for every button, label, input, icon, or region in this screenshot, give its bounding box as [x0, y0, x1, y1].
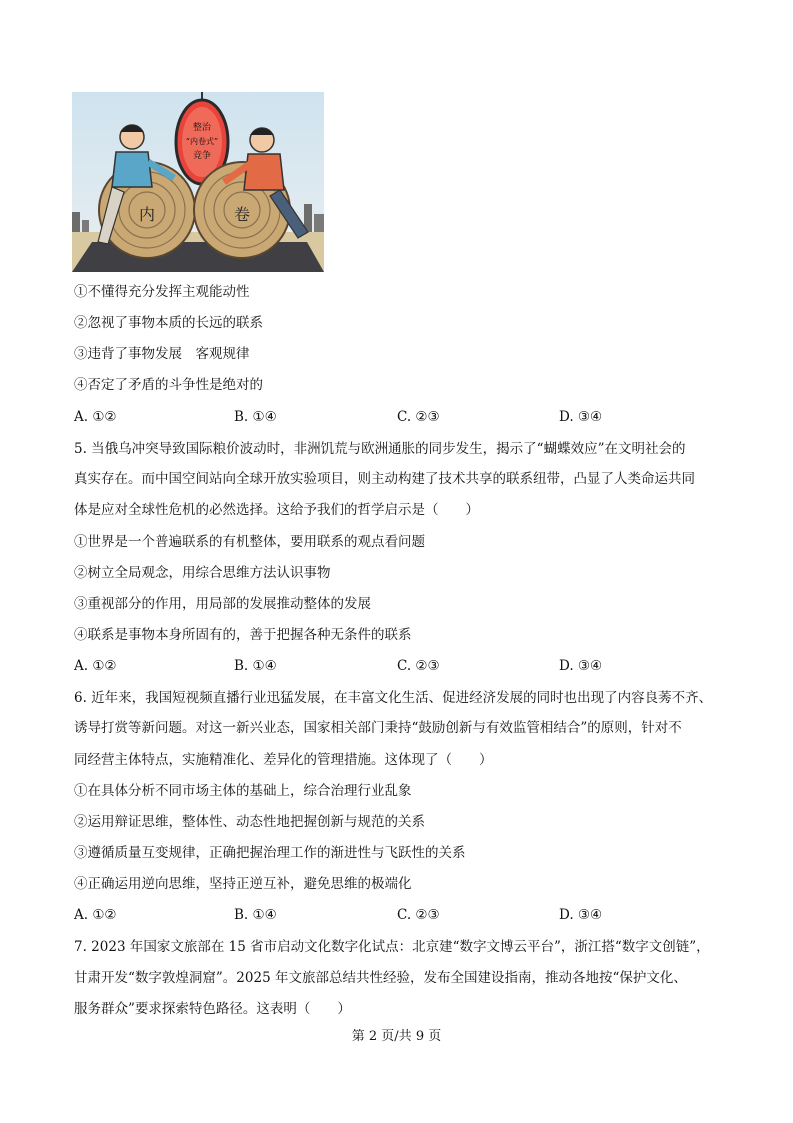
q6-stem-line-2: 诱导打赏等新问题。对这一新兴业态，国家相关部门秉持“鼓励创新与有效监管相结合”的原则，针对不	[74, 720, 682, 736]
q7-stem-line-2: 甘肃开发“数字敦煌洞窟”。2025 年文旅部总结共性经验，发布全国建设指南，推动各地按“保护文化、	[74, 970, 687, 986]
q5-option-4: ④联系是事物本身所固有的，善于把握各种无条件的联系	[74, 627, 412, 643]
sign-text-line-3: 竞争	[192, 151, 212, 161]
q4-option-4: ④否定了矛盾的斗争性是绝对的	[74, 377, 263, 393]
left-roll-text: 内	[138, 205, 156, 224]
q5-stem-line-2: 真实存在。而中国空间站向全球开放实验项目，则主动构建了技术共享的联系纽带，凸显了人类命运共同	[74, 471, 695, 487]
q6-option-1: ①在具体分析不同市场主体的基础上，综合治理行业乱象	[74, 783, 412, 799]
q5-stem-line-3: 体是应对全球性危机的必然选择。这给予我们的哲学启示是（ ）	[74, 502, 479, 518]
q4-choice-d[interactable]: D. ③④	[559, 409, 603, 425]
q7-stem-line-3: 服务群众”要求探索特色路径。这表明（ ）	[74, 1001, 351, 1017]
q5-choice-c[interactable]: C. ②③	[397, 658, 440, 674]
q4-choice-a[interactable]: A. ①②	[74, 409, 117, 425]
q6-option-3: ③遵循质量互变规律，正确把握治理工作的渐进性与飞跃性的关系	[74, 845, 466, 861]
q6-option-4: ④正确运用逆向思维，坚持正逆互补，避免思维的极端化	[74, 876, 412, 892]
q4-option-1: ①不懂得充分发挥主观能动性	[74, 284, 250, 300]
q5-choice-b[interactable]: B. ①④	[234, 658, 277, 674]
q6-choices	[74, 907, 714, 925]
q5-choice-a[interactable]: A. ①②	[74, 658, 117, 674]
q5-stem-line-1: 5. 当俄乌冲突导致国际粮价波动时，非洲饥荒与欧洲通胀的同步发生，揭示了“蝴蝶效应”在文明社会的	[74, 441, 686, 457]
q5-option-1: ①世界是一个普遍联系的有机整体，要用联系的观点看问题	[74, 534, 425, 550]
q6-stem-line-1: 6. 近年来，我国短视频直播行业迅猛发展，在丰富文化生活、促进经济发展的同时也出现了内容良莠不齐、	[74, 690, 713, 706]
q6-choice-d[interactable]: D. ③④	[559, 907, 603, 923]
q7-stem-line-1: 7. 2023 年国家文旅部在 15 省市启动文化数字化试点：北京建“数字文博云平台”，浙江搭“数字文创链”，	[74, 939, 710, 955]
q4-option-3: ③违背了事物发展 客观规律	[74, 346, 250, 362]
q4-choice-b[interactable]: B. ①④	[234, 409, 277, 425]
q6-choice-a[interactable]: A. ①②	[74, 907, 117, 923]
q4-option-2: ②忽视了事物本质的长远的联系	[74, 315, 263, 331]
q6-option-2: ②运用辩证思维，整体性、动态性地把握创新与规范的关系	[74, 814, 425, 830]
cartoon-image	[72, 92, 324, 272]
q5-choices	[74, 658, 714, 676]
q6-choice-b[interactable]: B. ①④	[234, 907, 277, 923]
q5-choice-d[interactable]: D. ③④	[559, 658, 603, 674]
q5-option-2: ②树立全局观念，用综合思维方法认识事物	[74, 565, 331, 581]
q4-choice-c[interactable]: C. ②③	[397, 409, 440, 425]
sign-text-line-1: 整治	[192, 123, 212, 133]
page-footer: 第 2 页/共 9 页	[351, 1029, 442, 1044]
right-roll-text: 卷	[233, 205, 251, 224]
q5-option-3: ③重视部分的作用，用局部的发展推动整体的发展	[74, 596, 371, 612]
sign-text-line-2: “内卷式”	[185, 137, 219, 146]
q6-choice-c[interactable]: C. ②③	[397, 907, 440, 923]
q6-stem-line-3: 同经营主体特点，实施精准化、差异化的管理措施。这体现了（ ）	[74, 752, 493, 768]
q4-choices	[74, 409, 714, 427]
